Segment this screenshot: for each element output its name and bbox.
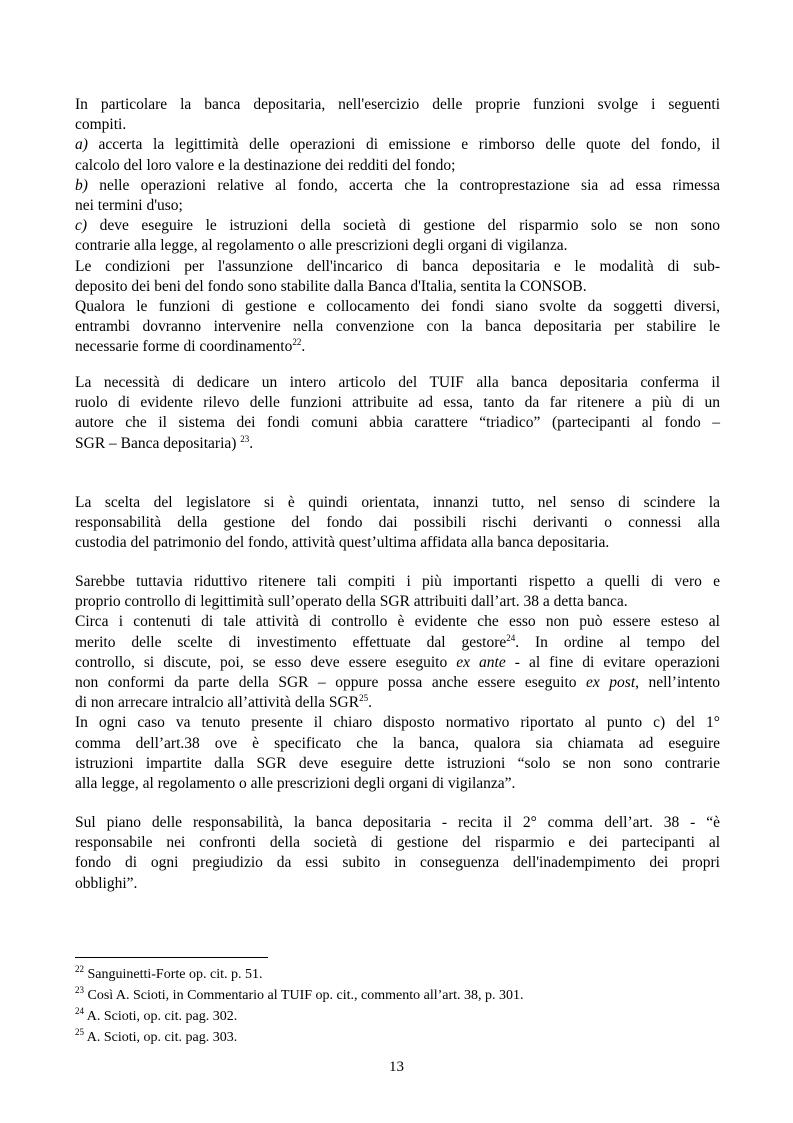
paragraph-legislator-choice [75,493,720,554]
text-line: In particolare la banca depositaria, nell'esercizio delle proprie funzioni svolge i seguenti [75,96,720,113]
text-line: alla legge, al regolamento o alle prescrizioni degli organi di vigilanza”. [75,774,516,792]
footnote-text: Sanguinetti-Forte op. cit. p. 51. [84,967,263,982]
text-run: di non arrecare intralcio all’attività della SGR [75,694,360,712]
text-line: autore che il sistema dei fondi comuni abbia carattere “triadico” (partecipanti al fondo – [75,414,720,432]
footnote-text: Così A. Scioti, in Commentario al TUIF op. cit., commento all’art. 38, p. 301. [84,988,524,1003]
text-run: . In ordine al tempo del [515,633,720,651]
text-line: Qualora le funzioni di gestione e collocamento dei fondi siano svolte da soggetti diversi, [75,297,720,315]
text-line: proprio controllo di legittimità sull’operato della SGR attribuiti dall’art. 38 a detta banca. [75,593,628,611]
footnote-22 [75,965,262,985]
text-line: entrambi dovranno intervenire nella convenzione con la banca depositaria per stabilire le [75,318,720,336]
text-line: contrarie alla legge, al regolamento o alle prescrizioni degli organi di vigilanza. [75,237,568,255]
text-run: . [249,434,254,452]
text-line [75,434,720,454]
list-marker: a) [75,136,88,154]
text-run: accerta la legittimità delle operazioni di emissione e rimborso delle quote del fondo, il [87,136,720,154]
text-line [75,653,720,673]
list-item-b [75,176,720,196]
footnote-ref-22[interactable]: 22 [292,337,302,348]
text-line: La scelta del legislatore si è quindi orientata, innanzi tutto, nel senso di scindere la [75,494,720,511]
text-run-italic: ex ante [456,653,506,671]
text-line: nei termini d'uso; [75,196,183,214]
text-run: SGR – Banca depositaria) [75,434,241,452]
text-run: - al fine di evitare operazioni [505,653,720,671]
footnote-number: 24 [75,1006,84,1016]
text-line: In ogni caso va tenuto presente il chiaro disposto normativo riportato al punto c) del 1° [75,714,720,732]
text-line: deposito dei beni del fondo sono stabilite dalla Banca d'Italia, sentita la CONSOB. [75,277,587,295]
footnote-number: 25 [75,1027,84,1037]
text-line: responsabile nei confronti della società di gestione del risparmio e dei partecipanti al [75,834,720,852]
text-run: , nell’intento [635,673,720,691]
text-run: necessarie forme di coordinamento [75,338,293,356]
paragraph-custodian-duties [75,95,720,357]
text-run: . [368,694,372,712]
text-line: fondo di ogni pregiudizio da essi subito in conseguenza dell'inadempimento dei propri [75,854,720,872]
footnote-number: 23 [75,985,84,995]
paragraph-liability [75,813,720,894]
list-item-c [75,216,720,236]
text-line: comma dell’art.38 ove è specificato che la banca, qualora sia chiamata ad eseguire [75,734,720,752]
footnote-text: A. Scioti, op. cit. pag. 303. [84,1030,238,1045]
text-line: La necessità di dedicare un intero articolo del TUIF alla banca depositaria conferma il [75,374,720,391]
text-line: obblighi”. [75,874,138,892]
footnote-ref-25[interactable]: 25 [359,693,369,704]
footnote-number: 22 [75,964,84,974]
text-line: responsabilità della gestione del fondo dai possibili rischi derivanti o connessi alla [75,514,720,532]
list-marker: b) [75,176,88,194]
text-line: Sul piano delle responsabilità, la banca depositaria - recita il 2° comma dell’art. 38 - “è [75,814,720,831]
text-line [75,693,720,713]
text-line: Sarebbe tuttavia riduttivo ritenere tali compiti i più importanti rispetto a quelli di vero e [75,573,720,590]
footnote-ref-23[interactable]: 23 [240,433,250,444]
page-number: 13 [389,1059,404,1075]
text-line [75,337,720,357]
footnote-ref-24[interactable]: 24 [506,632,516,643]
text-line [75,673,720,693]
footnote-23 [75,986,524,1006]
list-marker: c) [75,217,88,235]
text-run: nelle operazioni relative al fondo, accerta che la controprestazione sia ad essa rimessa [87,176,720,194]
footnote-25 [75,1028,237,1048]
text-line: Le condizioni per l'assunzione dell'incarico di banca depositaria e le modalità di sub- [75,257,720,275]
text-line: ruolo di evidente rilevo delle funzioni attribuite ad essa, tanto da far ritenere a più di un [75,394,720,412]
text-line [75,633,720,653]
text-run: controllo, si discute, poi, se esso deve essere eseguito [75,653,457,671]
text-run: . [301,338,306,356]
text-line: istruzioni impartite dalla SGR deve eseguire dette istruzioni “solo se non sono contrarie [75,754,720,772]
text-line: calcolo del loro valore e la destinazione dei redditi del fondo; [75,156,456,174]
text-line: custodia del patrimonio del fondo, attività quest’ultima affidata alla banca depositaria. [75,534,610,552]
paragraph-legitimacy-control [75,572,720,794]
text-run-italic: ex post [586,673,636,691]
text-line: Circa i contenuti di tale attività di controllo è evidente che esso non può essere esteso al [75,613,720,631]
text-run: merito delle scelte di investimento effettuate dal gestore [75,633,507,651]
text-run: deve eseguire le istruzioni della società di gestione del risparmio solo se non sono [87,217,720,235]
footnote-text: A. Scioti, op. cit. pag. 302. [84,1009,238,1024]
text-line: compiti. [75,116,127,134]
list-item-a [75,135,720,155]
text-run: non conformi da parte della SGR – oppure possa anche essere eseguito [75,673,587,691]
footnote-24 [75,1007,237,1027]
footnote-separator [75,957,268,958]
paragraph-triadic-system [75,373,720,454]
